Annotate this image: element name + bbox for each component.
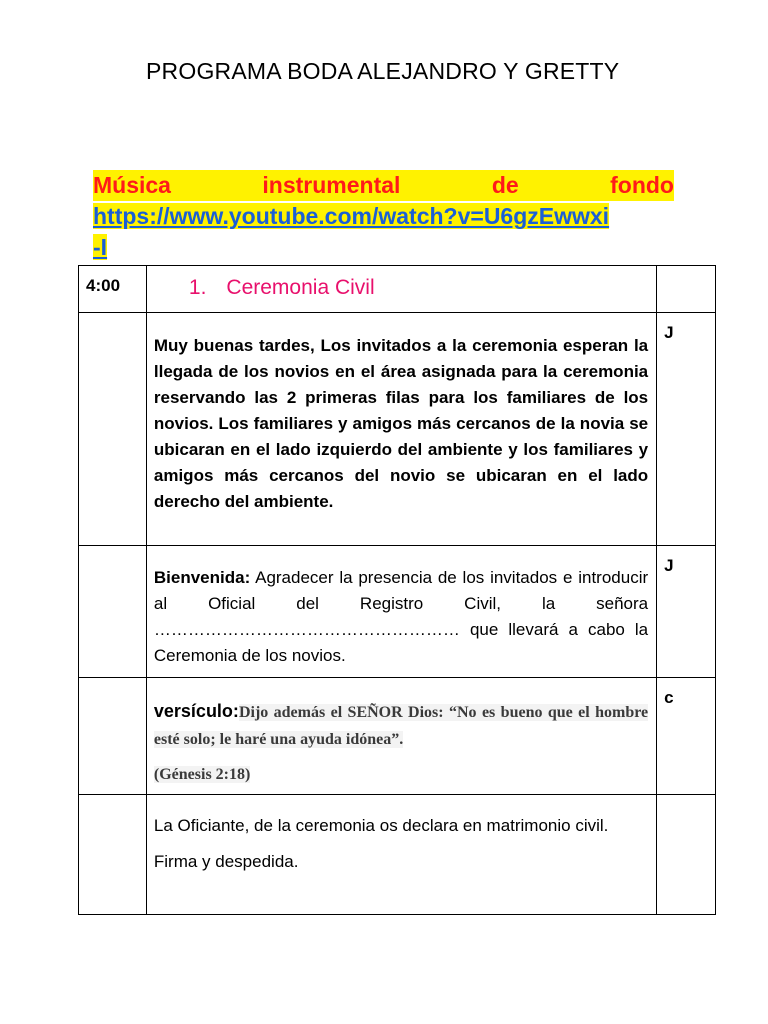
music-word: Música: [93, 172, 171, 198]
section-number: 1.: [188, 276, 207, 299]
mark-value: c: [664, 688, 674, 707]
verse-reference: (Génesis 2:18): [153, 766, 251, 783]
content-cell: [146, 313, 656, 546]
content-cell: [146, 678, 656, 795]
program-table: [78, 265, 716, 915]
mark-value: J: [664, 323, 674, 342]
verse-label: versículo:: [153, 701, 239, 721]
table-row: [79, 266, 716, 313]
mark-value: J: [664, 556, 674, 575]
music-heading: [93, 170, 674, 201]
declaration-text: La Oficiante, de la ceremonia os declara en matrimonio civil.: [153, 816, 609, 835]
mark-cell: [657, 313, 716, 546]
content-cell: [146, 795, 656, 915]
content-cell: [146, 546, 656, 678]
document-title: PROGRAMA BODA ALEJANDRO Y GRETTY: [146, 58, 620, 84]
closing-text: Firma y despedida.: [153, 852, 299, 871]
mark-cell: [657, 266, 716, 313]
section-title: Ceremonia Civil: [226, 276, 375, 299]
mark-cell: [657, 678, 716, 795]
welcome-text: Agradecer la presencia de los invitados e introducir al Oficial del Registro Civil, la señora ……………………………………………… que llevará a cabo la Ceremonia de los novios.: [153, 568, 649, 665]
table-row: [79, 678, 716, 795]
mark-value: [657, 266, 715, 276]
table-row: [79, 795, 716, 915]
content-cell: [146, 266, 656, 313]
music-note: [93, 170, 674, 263]
verse-text: Dijo además el SEÑOR Dios: “No es bueno que el hombre esté solo; le haré una ayuda idónea”.: [153, 704, 649, 748]
music-word: instrumental: [262, 172, 401, 198]
verse-reference-line: [147, 753, 656, 794]
time-cell: [79, 266, 147, 313]
youtube-link[interactable]: [93, 203, 609, 260]
verse-paragraph: [147, 678, 656, 753]
mark-value: [657, 795, 715, 805]
table-row: [79, 313, 716, 546]
time-value: 4:00: [86, 276, 121, 295]
welcome-paragraph: [147, 546, 656, 669]
section-heading: [147, 266, 656, 312]
mark-cell: [657, 795, 716, 915]
welcome-instructions: Muy buenas tardes, Los invitados a la ceremonia esperan la llegada de los novios en el área asignada para la ceremonia reservando las 2 primeras filas para los familiares de los novios. Los familiares y amigos más cercanos de la novia se ubicaran en el lado izquierdo del ambiente y los familiares y amigos más cercanos del novio se ubicaran en el lado derecho del ambiente.: [153, 336, 649, 511]
time-cell: [79, 546, 147, 678]
time-cell: [79, 313, 147, 546]
youtube-link-part2[interactable]: -I: [93, 234, 108, 260]
time-cell: [79, 678, 147, 795]
music-word: fondo: [610, 172, 674, 198]
welcome-label: Bienvenida:: [153, 568, 251, 587]
table-row: [79, 546, 716, 678]
mark-cell: [657, 546, 716, 678]
time-cell: [79, 795, 147, 915]
music-word: de: [491, 172, 519, 198]
youtube-link-part1[interactable]: https://www.youtube.com/watch?v=U6gzEwwxi: [93, 203, 610, 229]
